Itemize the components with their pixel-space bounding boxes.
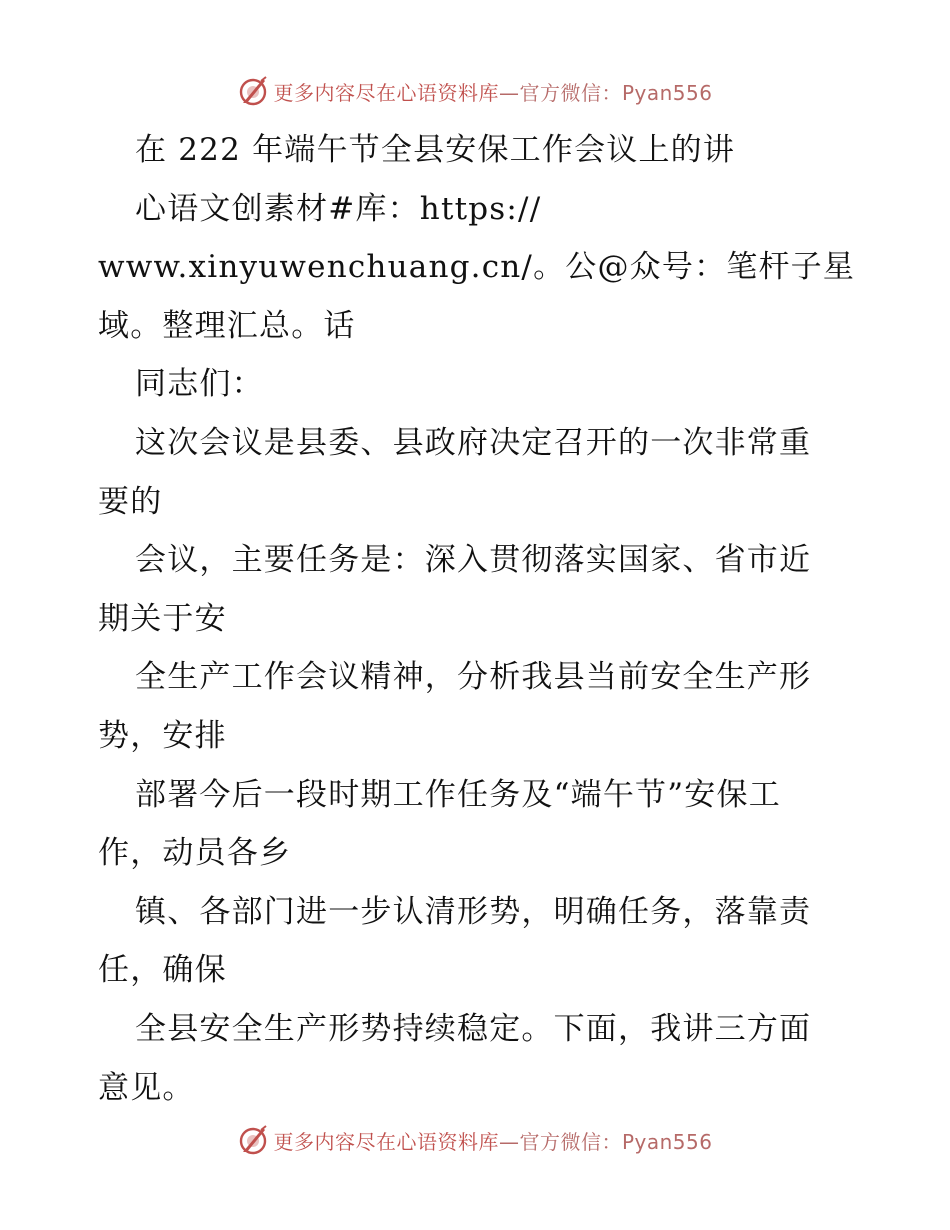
watermark-separator: —: [498, 1129, 520, 1154]
source-url-line: www.xinyuwenchuang.cn/。公@众号：笔杆子星: [98, 249, 856, 286]
paragraph-line: 全生产工作会议精神，分析我县当前安全生产形: [135, 659, 812, 696]
paragraph-line: 镇、各部门进一步认清形势，明确任务，落靠责: [135, 893, 812, 930]
watermark-text: [273, 1126, 712, 1155]
quill-pen-logo-icon: [237, 75, 269, 107]
source-line: 心语文创素材#库：https://: [135, 190, 542, 227]
paragraph-line: 期关于安: [98, 600, 227, 637]
watermark-main: 更多内容尽在心语资料库: [273, 80, 499, 105]
paragraph-line: 要的: [98, 483, 163, 520]
watermark-wechat: 官方微信：Pyan556: [519, 80, 713, 105]
paragraph-line: 作，动员各乡: [98, 835, 292, 872]
header-watermark: [0, 71, 950, 111]
source-note-line: 域。整理汇总。话: [98, 307, 356, 344]
paragraph-line: 意见。: [98, 1069, 195, 1106]
footer-watermark: [0, 1120, 950, 1160]
paragraph-line: 任，确保: [98, 952, 227, 989]
title-line: 在 222 年端午节全县安保工作会议上的讲: [135, 132, 736, 168]
salutation-line: 同志们：: [135, 366, 264, 403]
quill-pen-logo-icon: [237, 1124, 269, 1156]
watermark-separator: —: [498, 80, 520, 105]
paragraph-line: 这次会议是县委、县政府决定召开的一次非常重: [135, 424, 812, 461]
paragraph-line: 部署今后一段时期工作任务及“端午节”安保工: [135, 776, 781, 813]
watermark-main: 更多内容尽在心语资料库: [273, 1129, 499, 1154]
watermark-wechat: 官方微信：Pyan556: [519, 1129, 713, 1154]
document-body: [98, 121, 858, 1117]
paragraph-line: 全县安全生产形势持续稳定。下面，我讲三方面: [135, 1010, 812, 1047]
paragraph-line: 会议，主要任务是：深入贯彻落实国家、省市近: [135, 542, 812, 579]
watermark-text: [273, 77, 712, 106]
paragraph-line: 势，安排: [98, 717, 227, 754]
